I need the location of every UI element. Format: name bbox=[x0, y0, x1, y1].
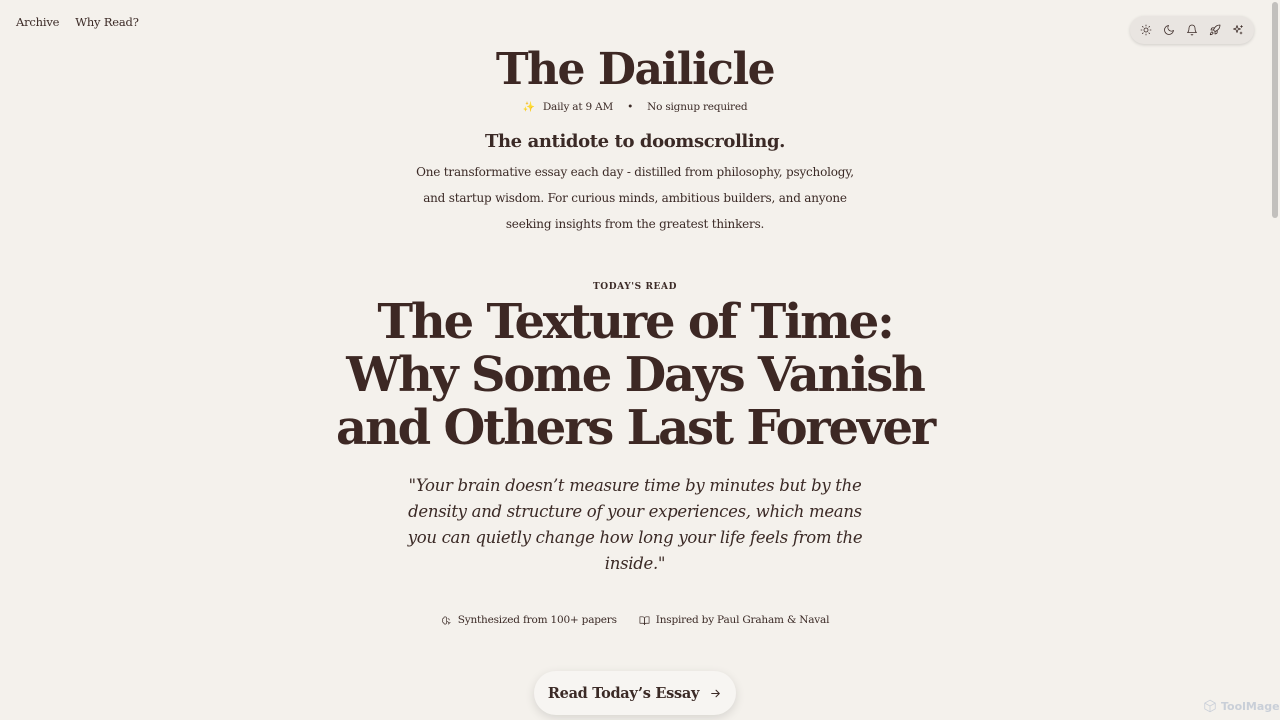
sun-icon[interactable] bbox=[1136, 20, 1156, 40]
read-essay-label: Read Today’s Essay bbox=[547, 684, 700, 702]
tagline: The antidote to doomscrolling. bbox=[485, 131, 785, 152]
essay-headline[interactable]: The Texture of Time: Why Some Days Vanish and Others Last Forever bbox=[336, 294, 934, 456]
schedule-meta bbox=[0, 101, 1270, 113]
theme-toolbar bbox=[1130, 16, 1254, 44]
bell-icon[interactable] bbox=[1182, 20, 1202, 40]
read-essay-button[interactable] bbox=[534, 671, 736, 715]
intro-description: One transformative essay each day - distilled from philosophy, psychology, and startup wisdom. For curious minds, ambitious builders, and anyone seeking insights from the greatest thinkers. bbox=[416, 165, 854, 231]
feature-synthesized bbox=[441, 614, 617, 626]
arrow-right-icon bbox=[709, 687, 722, 700]
watermark bbox=[1203, 699, 1280, 713]
sparkle-icon: ✨ bbox=[522, 101, 535, 113]
section-kicker: TODAY'S READ bbox=[592, 282, 678, 292]
sparkles-icon[interactable] bbox=[1228, 20, 1248, 40]
brain-icon bbox=[441, 615, 452, 626]
meta-separator: • bbox=[627, 101, 634, 113]
nav-link-archive[interactable]: Archive bbox=[16, 15, 60, 29]
top-nav bbox=[16, 15, 139, 29]
book-open-icon bbox=[639, 615, 650, 626]
essay-quote: "Your brain doesn’t measure time by minutes but by the density and structure of your experiences, which means you can quietly change how long your life feels from the inside." bbox=[407, 476, 863, 573]
rocket-icon[interactable] bbox=[1205, 20, 1225, 40]
nav-link-why-read[interactable]: Why Read? bbox=[75, 15, 139, 29]
page-scrollbar[interactable] bbox=[1270, 0, 1280, 720]
feature-inspired-label: Inspired by Paul Graham & Naval bbox=[655, 614, 830, 626]
signup-note: No signup required bbox=[647, 101, 748, 113]
moon-icon[interactable] bbox=[1159, 20, 1179, 40]
feature-inspired bbox=[639, 614, 829, 626]
brand-title: The Dailicle bbox=[495, 44, 775, 95]
cube-icon bbox=[1203, 699, 1217, 713]
schedule-text: Daily at 9 AM bbox=[542, 101, 614, 113]
feature-list bbox=[0, 614, 1270, 626]
scrollbar-thumb[interactable] bbox=[1272, 2, 1278, 218]
feature-synthesized-label: Synthesized from 100+ papers bbox=[457, 614, 617, 626]
watermark-text: ToolMage bbox=[1221, 699, 1280, 713]
